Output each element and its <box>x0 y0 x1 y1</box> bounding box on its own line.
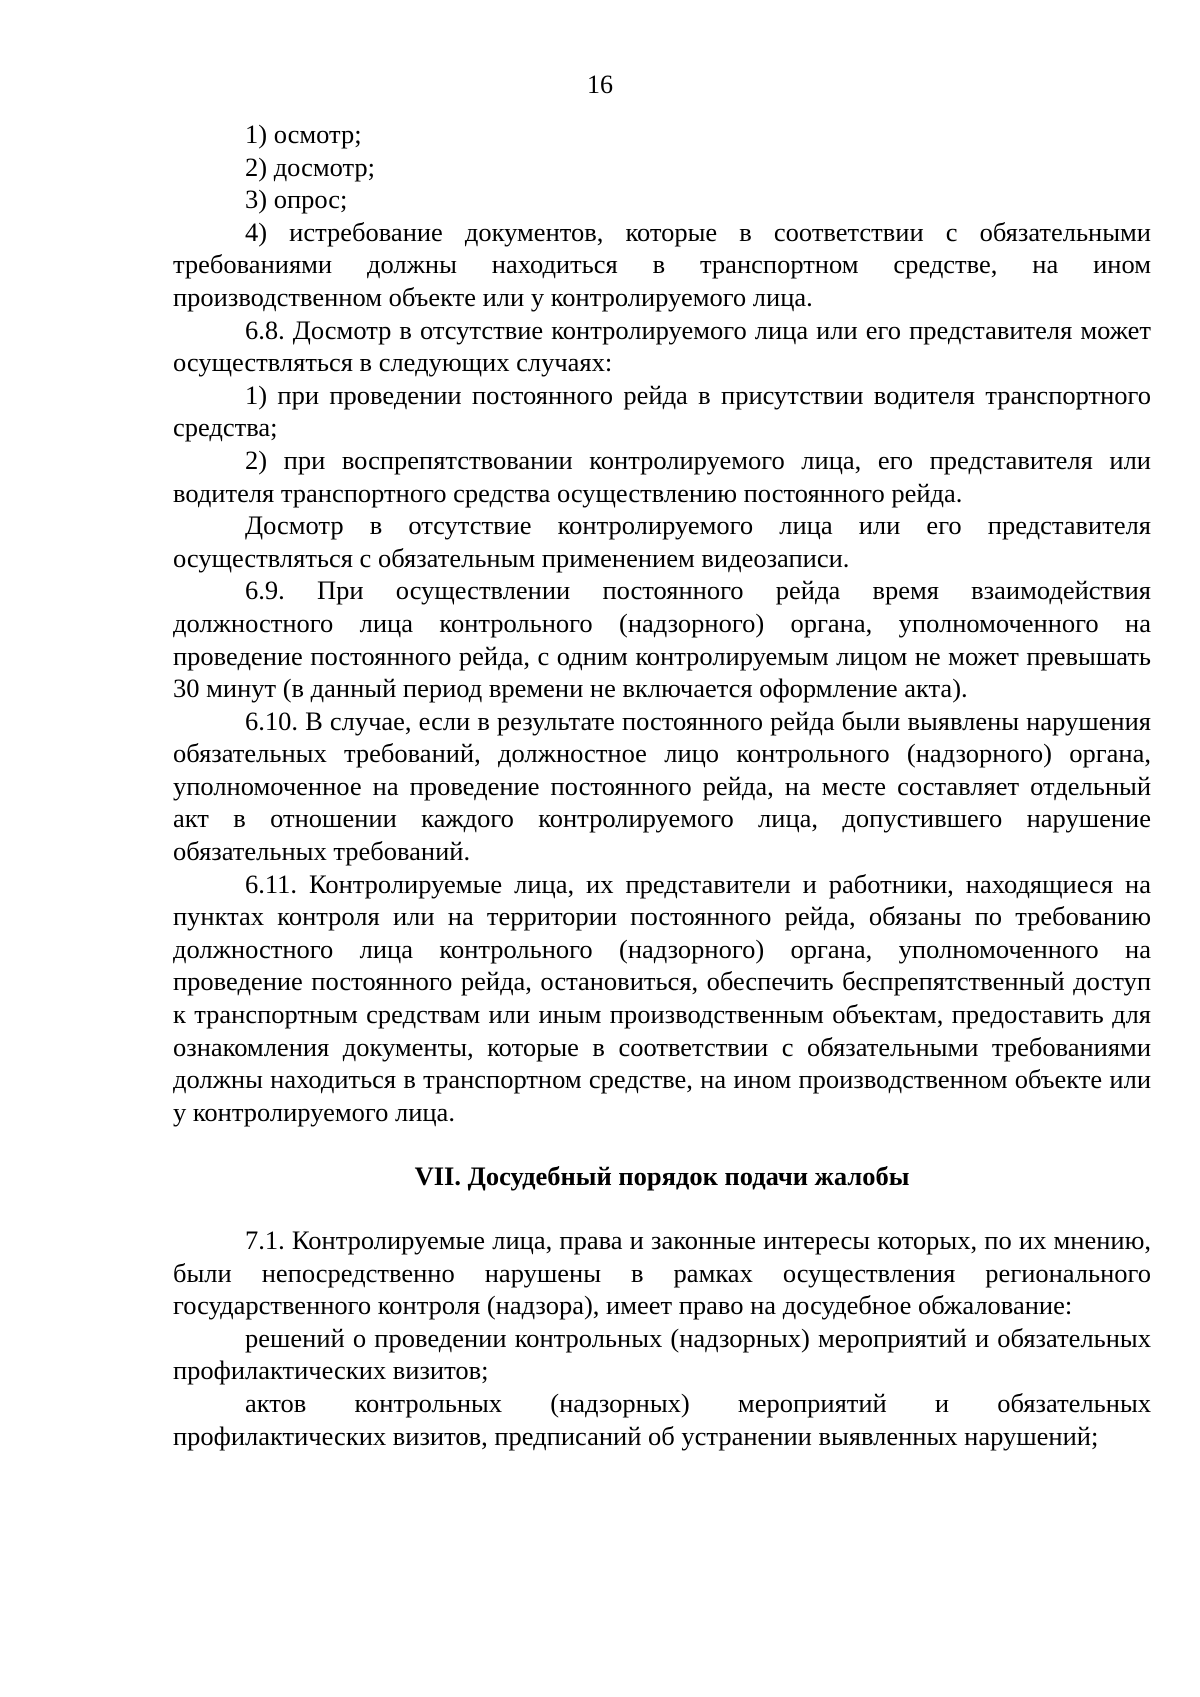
clause-7-1-item-decisions: решений о проведении контрольных (надзорных) мероприятий и обязательных профилактических визитов; <box>173 1322 1151 1386</box>
list-item-search: 2) досмотр; <box>245 151 376 182</box>
clause-6-8-item-2: 2) при воспрепятствовании контролируемого лица, его представителя или водителя транспортного средства осуществлению постоянного рейда. <box>173 444 1151 508</box>
clause-6-9: 6.9. При осуществлении постоянного рейда время взаимодействия должностного лица контрольного (надзорного) органа, уполномоченного на проведение постоянного рейда, с одним контролируемым лицом не может превышать 30 минут (в данный период времени не включается оформление акта). <box>173 575 1151 704</box>
clause-7-1: 7.1. Контролируемые лица, права и законные интересы которых, по их мнению, были непосредственно нарушены в рамках осуществления регионального государственного контроля (надзора), имеет право на досудебное обжалование: <box>173 1225 1151 1321</box>
list-item-interview: 3) опрос; <box>245 184 348 215</box>
clause-6-8: 6.8. Досмотр в отсутствие контролируемого лица или его представителя может осуществляться в следующих случаях: <box>173 314 1151 378</box>
clause-7-1-item-acts: актов контрольных (надзорных) мероприятий и обязательных профилактических визитов, предписаний об устранении выявленных нарушений; <box>173 1387 1151 1451</box>
list-item-inspection: 1) осмотр; <box>245 119 362 149</box>
clause-6-10: 6.10. В случае, если в результате постоянного рейда были выявлены нарушения обязательных требований, должностное лицо контрольного (надзорного) органа, уполномоченное на проведение постоянного рейда, на месте составляет отдельный акт в отношении каждого контролируемого лица, допустившего нарушение обязательных требований. <box>173 705 1151 867</box>
clause-6-11: 6.11. Контролируемые лица, их представители и работники, находящиеся на пунктах контроля или на территории постоянного рейда, обязаны по требованию должностного лица контрольного (надзорного) органа, уполномоченного на проведение постоянного рейда, остановиться, обеспечить беспрепятственный доступ к транспортным средствам или иным производственным объектам, предоставить для ознакомления документы, которые в соответствии с обязательными требованиями должны находиться в транспортном средстве, на ином производственном объекте или у контролируемого лица. <box>173 868 1151 1127</box>
clause-6-8-video-note: Досмотр в отсутствие контролируемого лица или его представителя осуществляться с обязательным применением видеозаписи. <box>173 510 1151 573</box>
clause-6-8-item-1: 1) при проведении постоянного рейда в присутствии водителя транспортного средства; <box>173 379 1151 443</box>
list-item-document-request: 4) истребование документов, которые в соответствии с обязательными требованиями должны находиться в транспортном средстве, на ином производственном объекте или у контролируемого лица. <box>173 216 1151 312</box>
page-number: 16 <box>587 70 613 99</box>
document-body <box>173 118 1151 1452</box>
section-heading: VII. Досудебный порядок подачи жалобы <box>414 1161 910 1192</box>
